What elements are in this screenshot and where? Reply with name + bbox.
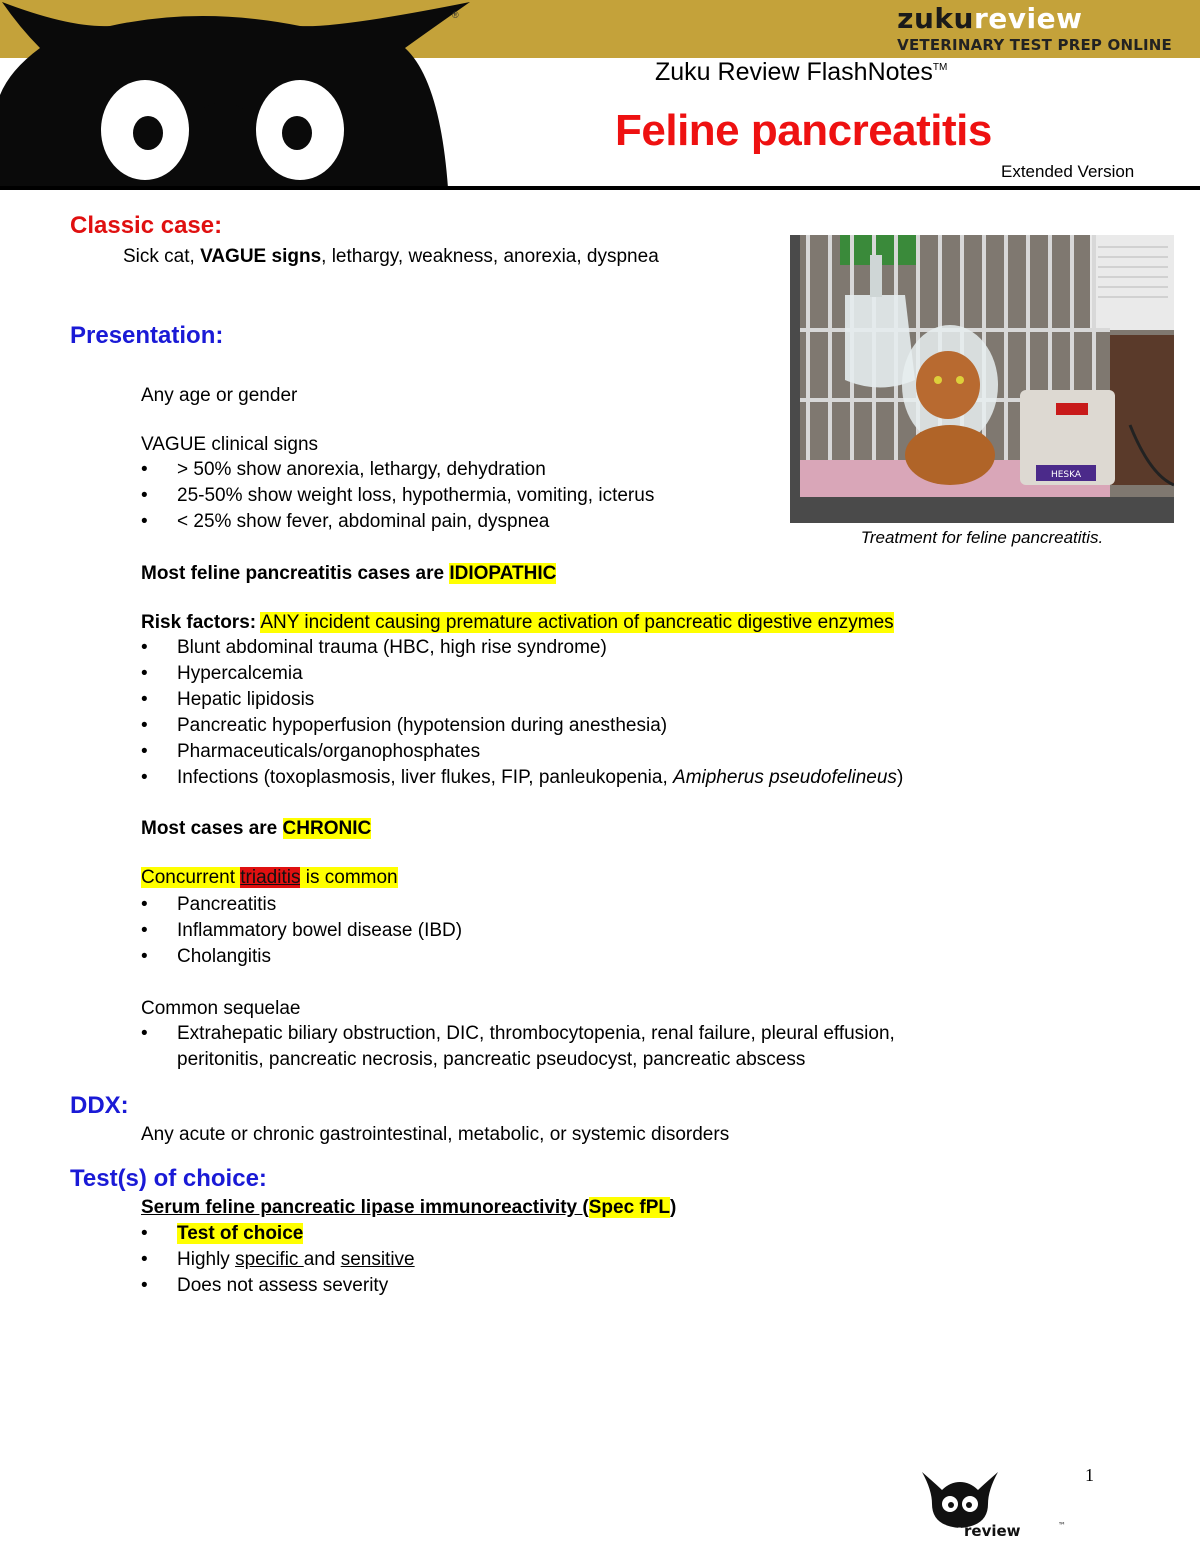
page-title: Feline pancreatitis: [615, 106, 992, 155]
footer-logo-review: review: [964, 1522, 1021, 1540]
list-item: • Cholangitis: [141, 944, 462, 970]
test-main-highlight: Spec fPL: [588, 1197, 671, 1218]
test-main-underlined: Serum feline pancreatic lipase immunoreactivity (: [141, 1197, 589, 1218]
list-item: • Hepatic lipidosis: [141, 687, 1041, 713]
list-item: • Blunt abdominal trauma (HBC, high rise syndrome): [141, 635, 1041, 661]
header-rule: [0, 186, 1200, 190]
sequelae-label: Common sequelae: [141, 998, 301, 1019]
triaditis-line: [141, 865, 398, 891]
cat-photo: [790, 235, 1174, 523]
classic-case-text: [123, 244, 659, 270]
list-item: • Hypercalcemia: [141, 661, 1041, 687]
list-item: [141, 765, 1041, 791]
risk-list: [141, 635, 1041, 791]
triaditis-list: [141, 892, 462, 970]
tests-list: [141, 1221, 415, 1299]
list-item: • Pharmaceuticals/organophosphates: [141, 739, 1041, 765]
trademark-mark: TM: [932, 62, 948, 73]
triaditis-highlight: triaditis: [240, 867, 301, 888]
highly-text: Highly: [177, 1249, 236, 1270]
presentation-heading: Presentation:: [70, 322, 224, 349]
brand-tagline: VETERINARY TEST PREP ONLINE: [897, 36, 1172, 54]
product-name: [655, 58, 947, 87]
list-item: • Inflammatory bowel disease (IBD): [141, 918, 462, 944]
list-item: • < 25% show fever, abdominal pain, dyspnea: [141, 509, 654, 535]
list-item: [141, 1021, 1041, 1073]
footer-logo-tm: ™: [1058, 1521, 1066, 1530]
list-item: • > 50% show anorexia, lethargy, dehydration: [141, 457, 654, 483]
age-text: Any age or gender: [141, 385, 298, 406]
tests-heading: Test(s) of choice:: [70, 1165, 267, 1192]
product-name-text: Zuku Review FlashNotes: [655, 58, 933, 86]
photo-caption: Treatment for feline pancreatitis.: [860, 528, 1104, 547]
list-item: • Pancreatic hypoperfusion (hypotension during anesthesia): [141, 713, 1041, 739]
classic-case-suffix: , lethargy, weakness, anorexia, dyspnea: [321, 246, 659, 267]
risk-highlight: ANY incident causing premature activation of pancreatic digestive enzymes: [260, 612, 894, 633]
test-of-choice-highlight: Test of choice: [177, 1223, 304, 1244]
and-text: and: [303, 1249, 341, 1270]
sequelae-line-2: peritonitis, pancreatic necrosis, pancreatic pseudocyst, pancreatic abscess: [177, 1049, 806, 1070]
pump-brand: HESKA: [1050, 470, 1082, 480]
footer-logo-zuku: zuku: [922, 1522, 963, 1540]
page-number: 1: [1085, 1465, 1094, 1485]
test-main-line: [141, 1195, 676, 1221]
idiopathic-line: [141, 561, 556, 587]
test-main-close: ): [670, 1197, 677, 1218]
chronic-prefix: Most cases are: [141, 818, 283, 839]
chronic-line: [141, 816, 371, 842]
owl-logo-graphic: [0, 0, 475, 188]
infections-italic: Amipherus pseudofelineus: [673, 767, 897, 788]
ddx-text: Any acute or chronic gastrointestinal, metabolic, or systemic disorders: [141, 1124, 730, 1145]
sensitive-text: sensitive: [340, 1249, 415, 1270]
specific-text: specific: [235, 1249, 304, 1270]
list-item: [141, 1247, 415, 1273]
risk-line: [141, 610, 894, 636]
sequelae-line-1: Extrahepatic biliary obstruction, DIC, thrombocytopenia, renal failure, pleural effusion,: [177, 1023, 895, 1044]
list-item: • Does not assess severity: [141, 1273, 415, 1299]
signs-label: VAGUE clinical signs: [141, 434, 319, 455]
triaditis-suffix: is common: [300, 867, 398, 888]
list-item: • Pancreatitis: [141, 892, 462, 918]
ddx-heading: DDX:: [70, 1092, 129, 1119]
idiopathic-prefix: Most feline pancreatitis cases are: [141, 563, 450, 584]
infections-prefix: Infections (toxoplasmosis, liver flukes, FIP, panleukopenia,: [177, 767, 674, 788]
idiopathic-highlight: IDIOPATHIC: [449, 563, 557, 584]
brand-logo: zukureview: [897, 2, 1083, 35]
triaditis-prefix: Concurrent: [141, 867, 241, 888]
list-item: • 25-50% show weight loss, hypothermia, vomiting, icterus: [141, 483, 654, 509]
registered-mark: ®: [452, 10, 459, 20]
classic-case-heading: Classic case:: [70, 212, 223, 239]
risk-label: Risk factors:: [141, 612, 257, 633]
signs-list: [141, 457, 654, 535]
classic-case-prefix: Sick cat,: [123, 246, 201, 267]
brand-block: [897, 4, 1172, 54]
classic-case-bold: VAGUE signs: [200, 246, 322, 267]
sequelae-list: [141, 1021, 1041, 1073]
list-item: [141, 1221, 415, 1247]
infections-suffix: ): [896, 767, 904, 788]
chronic-highlight: CHRONIC: [282, 818, 372, 839]
footer-logo: [918, 1470, 1068, 1540]
version-label: Extended Version: [1001, 162, 1135, 181]
